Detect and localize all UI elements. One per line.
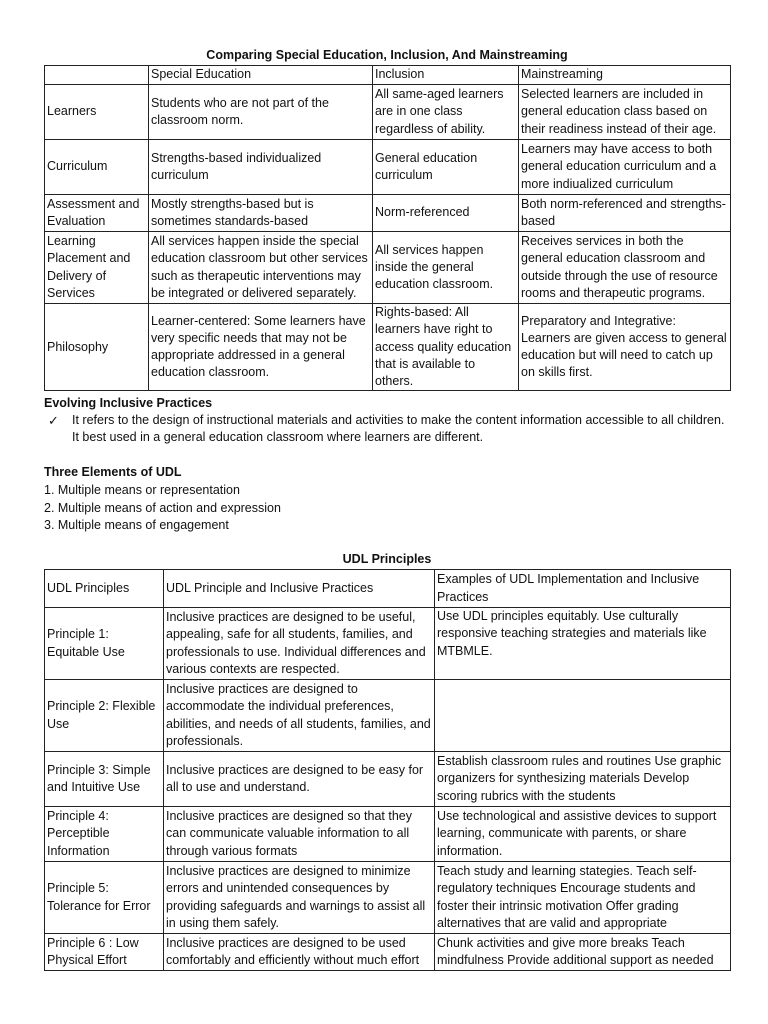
table-cell: Inclusive practices are designed to be used comfortably and efficiently without much effort (164, 934, 435, 971)
table-cell: Students who are not part of the classroom norm. (149, 85, 373, 140)
comparison-header-row (45, 66, 731, 85)
udl-header-cell: UDL Principle and Inclusive Practices (164, 570, 435, 608)
table-cell: Learners may have access to both general education curriculum and a more indiualized curriculum (519, 140, 731, 195)
udl-row-principle-4 (45, 807, 731, 862)
elements-list (44, 482, 281, 535)
comparison-table (44, 65, 731, 391)
comparison-row-learners (45, 85, 731, 140)
table-cell: All services happen inside the general education classroom. (373, 232, 519, 304)
table-cell: Preparatory and Integrative: Learners are given access to general education but will need to catch up on skills first. (519, 304, 731, 391)
evolving-bullet-item (44, 412, 730, 447)
table-cell: All services happen inside the special education classroom but other services such as therapeutic interventions may be integrated or delivered separately. (149, 232, 373, 304)
comparison-header-cell: Special Education (149, 66, 373, 85)
udl-table-title: UDL Principles (342, 552, 432, 566)
table-cell: Learning Placement and Delivery of Services (45, 232, 149, 304)
table-cell: Use UDL principles equitably. Use culturally responsive teaching strategies and materials like MTBMLE. (435, 608, 731, 680)
list-item: 3. Multiple means of engagement (44, 518, 229, 532)
table-cell: Principle 2: Flexible Use (45, 680, 164, 752)
evolving-bullet-text: It refers to the design of instructional materials and activities to make the content information accessible to all children. It best used in a general education classroom where learners are different. (72, 413, 725, 445)
comparison-header-cell (45, 66, 149, 85)
table-cell: General education curriculum (373, 140, 519, 195)
udl-row-principle-3 (45, 752, 731, 807)
comparison-table-title: Comparing Special Education, Inclusion, And Mainstreaming (206, 48, 568, 62)
table-cell: Receives services in both the general education classroom and outside through the use of resource rooms and therapeutic programs. (519, 232, 731, 304)
table-cell: Philosophy (45, 304, 149, 391)
table-cell: Chunk activities and give more breaks Teach mindfulness Provide additional support as needed (435, 934, 731, 971)
udl-header-cell: UDL Principles (45, 570, 164, 608)
comparison-row-assessment (45, 195, 731, 232)
list-item: 2. Multiple means of action and expression (44, 500, 281, 515)
table-cell: Inclusive practices are designed to accommodate the individual preferences, abilities, and needs of all students, families, and professionals. (164, 680, 435, 752)
list-item: 1. Multiple means or representation (44, 483, 240, 497)
table-cell: Selected learners are included in general education class based on their readiness instead of their age. (519, 85, 731, 140)
table-cell: Inclusive practices are designed to be easy for all to use and understand. (164, 752, 435, 807)
comparison-header-cell: Mainstreaming (519, 66, 731, 85)
udl-header-cell: Examples of UDL Implementation and Inclusive Practices (435, 570, 731, 608)
table-cell: Principle 1: Equitable Use (45, 608, 164, 680)
table-cell: Principle 5: Tolerance for Error (45, 862, 164, 934)
table-cell: Inclusive practices are designed so that they can communicate valuable information to all through various formats (164, 807, 435, 862)
table-cell: Assessment and Evaluation (45, 195, 149, 232)
table-cell: Rights-based: All learners have right to access quality education that is available to others. (373, 304, 519, 391)
table-cell: Curriculum (45, 140, 149, 195)
comparison-row-philosophy (45, 304, 731, 391)
udl-row-principle-6 (45, 934, 731, 971)
udl-principles-table (44, 569, 731, 971)
udl-header-row (45, 570, 731, 608)
table-cell: Use technological and assistive devices to support learning, communicate with parents, or share information. (435, 807, 731, 862)
table-cell: Inclusive practices are designed to be useful, appealing, safe for all students, families, and professionals to use. Individual differences and various contexts are respected. (164, 608, 435, 680)
table-cell: Inclusive practices are designed to minimize errors and unintended consequences by providing safeguards and warnings to assist all in using them safely. (164, 862, 435, 934)
checkmark-icon: ✓ (48, 413, 59, 428)
table-cell: Learner-centered: Some learners have very specific needs that may not be appropriate addressed in a general education classroom. (149, 304, 373, 391)
comparison-header-cell: Inclusion (373, 66, 519, 85)
table-cell: Strengths-based individualized curriculum (149, 140, 373, 195)
table-cell: Norm-referenced (373, 195, 519, 232)
table-cell: Principle 6 : Low Physical Effort (45, 934, 164, 971)
udl-row-principle-1 (45, 608, 731, 680)
table-cell: Teach study and learning stategies. Teach self-regulatory techniques Encourage students and foster their intrinsic motivation Offer grading alternatives that are valid and appropriate (435, 862, 731, 934)
comparison-row-placement (45, 232, 731, 304)
udl-row-principle-5 (45, 862, 731, 934)
udl-row-principle-2 (45, 680, 731, 752)
table-cell: Mostly strengths-based but is sometimes standards-based (149, 195, 373, 232)
evolving-section-title: Evolving Inclusive Practices (44, 396, 213, 410)
table-cell: Learners (45, 85, 149, 140)
table-cell: All same-aged learners are in one class regardless of ability. (373, 85, 519, 140)
table-cell (435, 680, 731, 752)
elements-section-title: Three Elements of UDL (44, 465, 182, 479)
comparison-row-curriculum (45, 140, 731, 195)
table-cell: Principle 4: Perceptible Information (45, 807, 164, 862)
table-cell: Both norm-referenced and strengths-based (519, 195, 731, 232)
table-cell: Establish classroom rules and routines Use graphic organizers for synthesizing materials Develop scoring rubrics with the students (435, 752, 731, 807)
table-cell: Principle 3: Simple and Intuitive Use (45, 752, 164, 807)
